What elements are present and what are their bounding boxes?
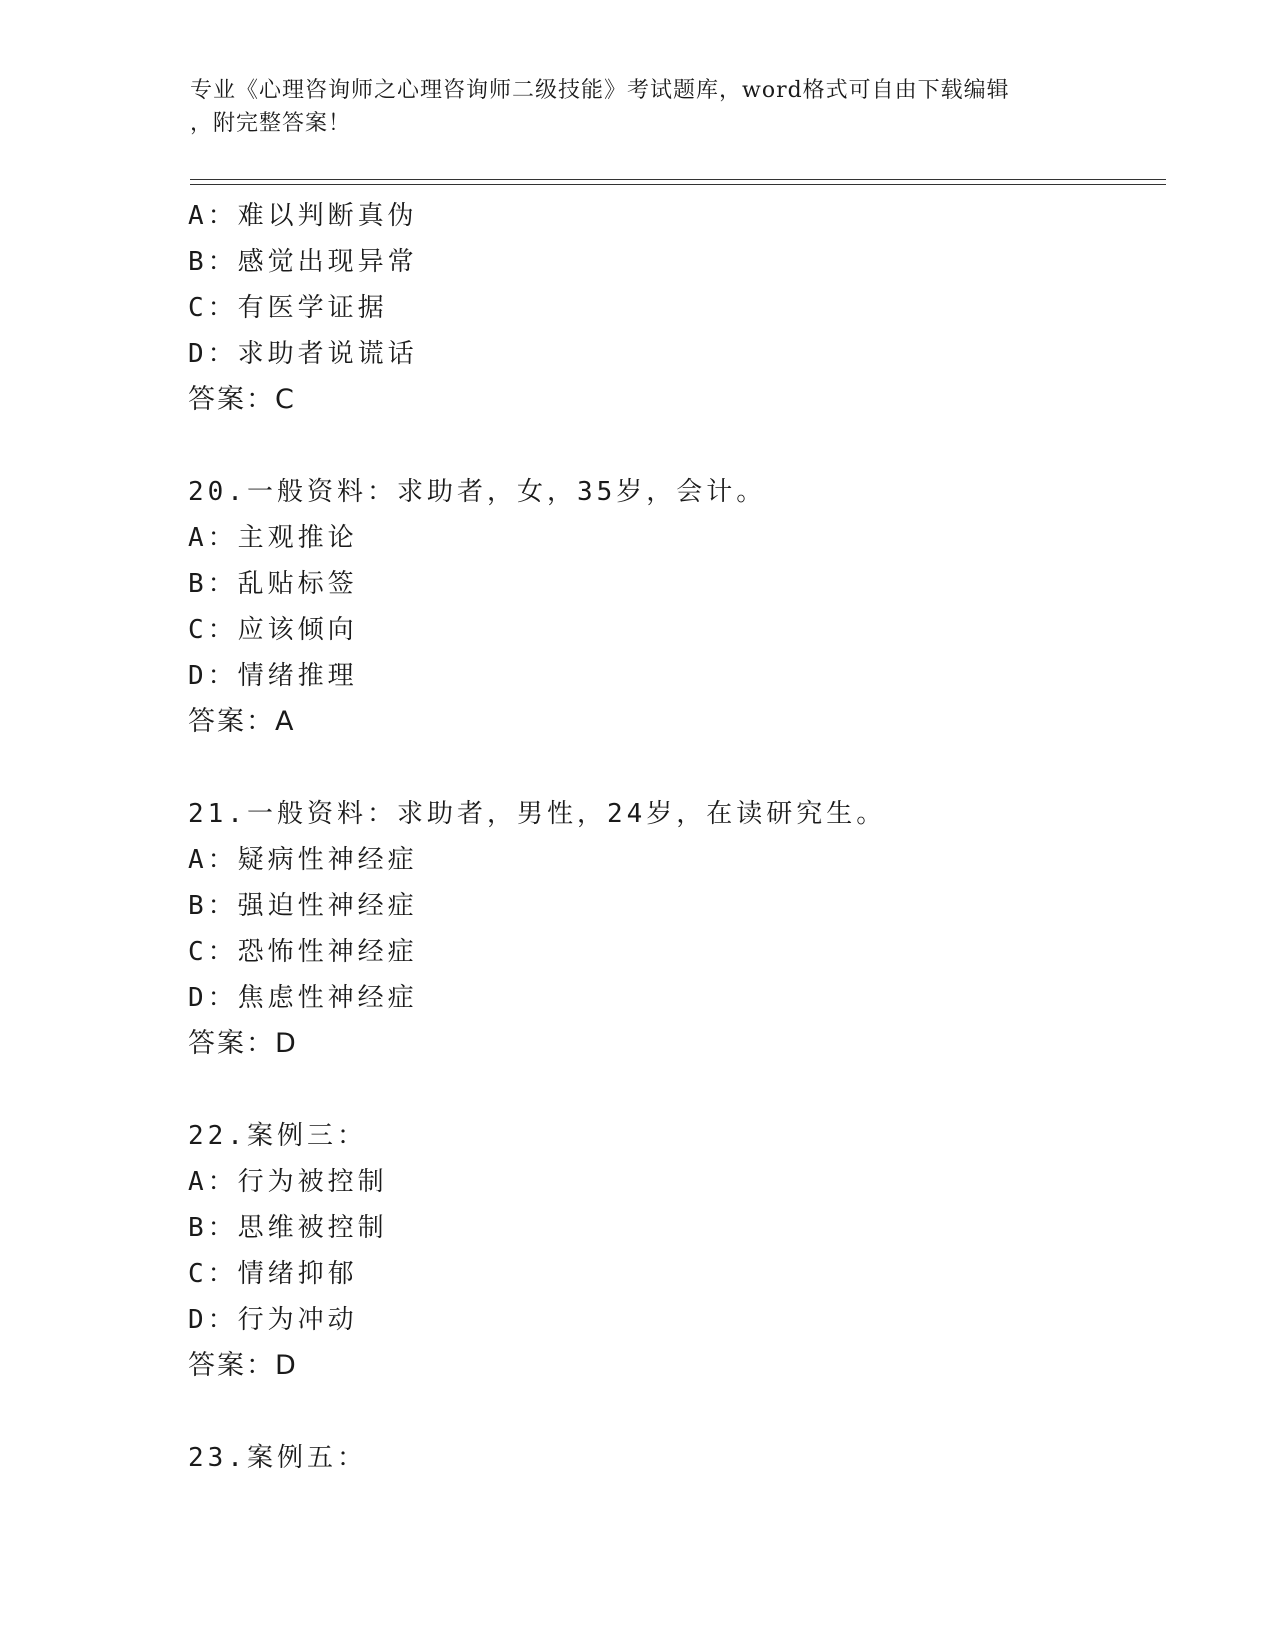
answer: 答案：A (188, 706, 296, 737)
question-text: 21.一般资料：求助者，男性，24岁，在读研究生。 (188, 799, 887, 829)
answer: 答案：C (188, 384, 296, 415)
question-block (188, 1113, 1148, 1389)
header-divider-top (190, 179, 1166, 180)
question-text: 20.一般资料：求助者，女，35岁，会计。 (188, 477, 767, 507)
question-block (188, 1435, 1148, 1481)
question-list (188, 193, 1148, 1481)
spacer (188, 1389, 1148, 1435)
option-a: A：行为被控制 (188, 1167, 388, 1197)
option-b: B：强迫性神经症 (188, 891, 418, 921)
option-d: D：情绪推理 (188, 661, 358, 691)
option-d: D：行为冲动 (188, 1305, 358, 1335)
option-c: C：情绪抑郁 (188, 1259, 358, 1289)
question-block (188, 791, 1148, 1067)
header-divider-bottom (190, 184, 1166, 185)
spacer (188, 745, 1148, 791)
answer: 答案：D (188, 1028, 298, 1059)
header-line-1: 专业《心理咨询师之心理咨询师二级技能》考试题库，word格式可自由下载编辑 (190, 78, 1010, 103)
option-a: A：主观推论 (188, 523, 358, 553)
document-header (190, 74, 1090, 140)
option-a: A：难以判断真伪 (188, 201, 418, 231)
option-a: A：疑病性神经症 (188, 845, 418, 875)
question-text: 23.案例五： (188, 1443, 367, 1473)
question-block (188, 469, 1148, 745)
option-d: D：焦虑性神经症 (188, 983, 418, 1013)
spacer (188, 1067, 1148, 1113)
header-line-2: ，附完整答案！ (190, 111, 352, 136)
option-d: D：求助者说谎话 (188, 339, 418, 369)
answer: 答案：D (188, 1350, 298, 1381)
question-block (188, 193, 1148, 423)
option-b: B：思维被控制 (188, 1213, 388, 1243)
question-text: 22.案例三： (188, 1121, 367, 1151)
spacer (188, 423, 1148, 469)
option-b: B：感觉出现异常 (188, 247, 418, 277)
option-b: B：乱贴标签 (188, 569, 358, 599)
option-c: C：恐怖性神经症 (188, 937, 418, 967)
option-c: C：应该倾向 (188, 615, 358, 645)
option-c: C：有医学证据 (188, 293, 388, 323)
